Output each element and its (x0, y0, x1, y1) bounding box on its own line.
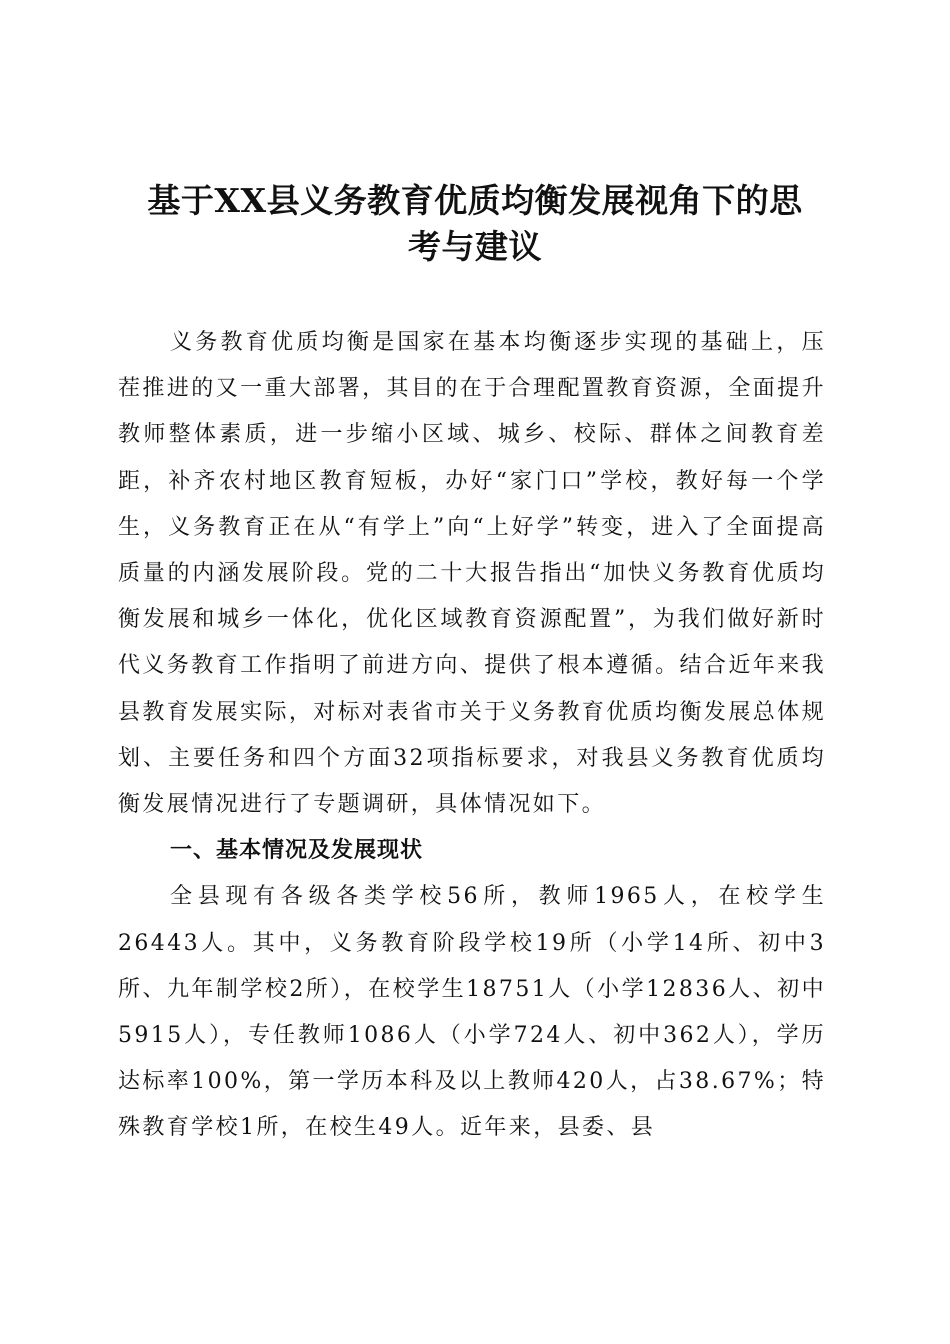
basic-situation-paragraph: 全县现有各级各类学校56所，教师1965人，在校学生26443人。其中，义务教育阶段学校19所（小学14所、初中3所、九年制学校2所），在校学生18751人（小学12836人、初中5915人），专任教师1086人（小学724人、初中362人），学历达标率100%，第一学历本科及以上教师420人，占38.67%；特殊教育学校1所，在校生49人。近年来，县委、县 (118, 884, 826, 1141)
title-line-1: 基于XX县义务教育优质均衡发展视角下的思 (147, 181, 803, 220)
section-heading: 一、基本情况及发展现状 (170, 838, 424, 864)
title-line-2: 考与建议 (408, 227, 542, 266)
intro-paragraph: 义务教育优质均衡是国家在基本均衡逐步实现的基础上，压茬推进的又一重大部署，其目的在于合理配置教育资源，全面提升教师整体素质，进一步缩小区域、城乡、校际、群体之间教育差距，补齐农村地区教育短板，办好“家门口”学校，教好每一个学生，义务教育正在从“有学上”向“上好学”转变，进入了全面提高质量的内涵发展阶段。党的二十大报告指出“加快义务教育优质均衡发展和城乡一体化，优化区域教育资源配置”，为我们做好新时代义务教育工作指明了前进方向、提供了根本遵循。结合近年来我县教育发展实际，对标对表省市关于义务教育优质均衡发展总体规划、主要任务和四个方面32项指标要求，对我县义务教育优质均衡发展情况进行了专题调研，具体情况如下。 (118, 330, 826, 818)
document-body (118, 320, 826, 1152)
document-title (100, 178, 850, 270)
